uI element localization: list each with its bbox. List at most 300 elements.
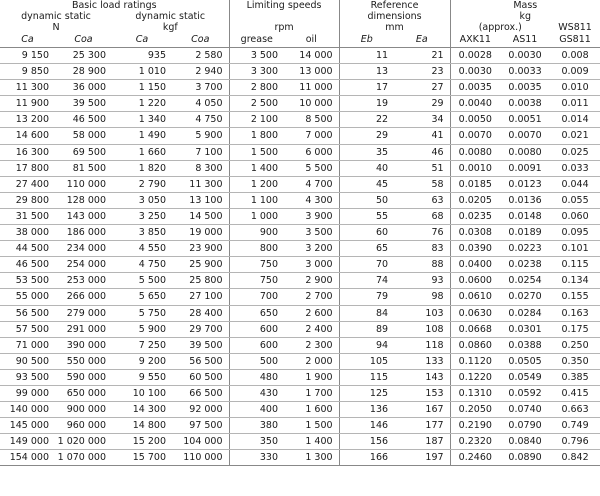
cell-mass-axk11: 0.2190 <box>450 418 500 434</box>
cell-mass-as11: 0.0238 <box>500 257 550 273</box>
cell-mass-ws811: 0.115 <box>550 257 600 273</box>
cell-speed-grease: 2 800 <box>229 80 284 96</box>
header-basic-load: Basic load ratings <box>71 0 157 11</box>
cell-ca-kgf: 1 340 <box>112 112 172 128</box>
cell-speed-oil: 3 500 <box>284 225 339 241</box>
cell-ca-kgf: 4 750 <box>112 257 172 273</box>
cell-ca-kgf: 1 010 <box>112 64 172 80</box>
cell-coa-n: 291 000 <box>55 321 112 337</box>
cell-ca-n: 71 000 <box>0 337 55 353</box>
cell-ca-n: 31 500 <box>0 208 55 224</box>
header-approx: (approx.) <box>450 22 550 33</box>
cell-coa-kgf: 19 000 <box>172 225 229 241</box>
cell-mass-axk11: 0.0030 <box>450 64 500 80</box>
cell-coa-kgf: 4 750 <box>172 112 229 128</box>
cell-speed-oil: 1 300 <box>284 450 339 466</box>
cell-coa-kgf: 2 940 <box>172 64 229 80</box>
cell-dim-ea: 108 <box>394 321 450 337</box>
cell-mass-ws811: 0.175 <box>550 321 600 337</box>
header-oil: oil <box>284 33 339 48</box>
cell-coa-n: 186 000 <box>55 225 112 241</box>
table-row <box>0 257 600 273</box>
cell-speed-grease: 350 <box>229 434 284 450</box>
cell-dim-eb: 84 <box>339 305 394 321</box>
cell-ca-n: 55 000 <box>0 289 55 305</box>
cell-ca-n: 9 850 <box>0 64 55 80</box>
cell-dim-ea: 29 <box>394 96 450 112</box>
cell-mass-as11: 0.0223 <box>500 241 550 257</box>
header-dimensions: dimensions <box>339 11 450 22</box>
cell-dim-eb: 45 <box>339 176 394 192</box>
cell-speed-grease: 380 <box>229 418 284 434</box>
header-unit-kg: kg <box>450 11 600 22</box>
cell-mass-axk11: 0.0610 <box>450 289 500 305</box>
cell-ca-n: 56 500 <box>0 305 55 321</box>
cell-dim-eb: 94 <box>339 337 394 353</box>
cell-coa-kgf: 14 500 <box>172 208 229 224</box>
cell-ca-n: 57 500 <box>0 321 55 337</box>
cell-coa-n: 254 000 <box>55 257 112 273</box>
cell-ca-kgf: 3 850 <box>112 225 172 241</box>
cell-ca-kgf: 14 800 <box>112 418 172 434</box>
cell-mass-ws811: 0.796 <box>550 434 600 450</box>
cell-mass-ws811: 0.134 <box>550 273 600 289</box>
cell-speed-grease: 700 <box>229 289 284 305</box>
cell-mass-ws811: 0.101 <box>550 241 600 257</box>
cell-mass-as11: 0.0740 <box>500 402 550 418</box>
cell-mass-ws811: 0.021 <box>550 128 600 144</box>
table-row <box>0 305 600 321</box>
cell-dim-eb: 105 <box>339 353 394 369</box>
cell-dim-eb: 115 <box>339 369 394 385</box>
cell-speed-oil: 13 000 <box>284 64 339 80</box>
table-row <box>0 321 600 337</box>
cell-coa-kgf: 56 500 <box>172 353 229 369</box>
cell-dim-ea: 23 <box>394 64 450 80</box>
cell-ca-kgf: 15 700 <box>112 450 172 466</box>
cell-ca-kgf: 1 150 <box>112 80 172 96</box>
cell-speed-oil: 5 500 <box>284 160 339 176</box>
cell-ca-n: 16 300 <box>0 144 55 160</box>
cell-dim-eb: 11 <box>339 48 394 64</box>
cell-mass-ws811: 0.350 <box>550 353 600 369</box>
cell-coa-n: 28 900 <box>55 64 112 80</box>
cell-mass-axk11: 0.0860 <box>450 337 500 353</box>
cell-mass-ws811: 0.250 <box>550 337 600 353</box>
cell-mass-axk11: 0.0400 <box>450 257 500 273</box>
table-row <box>0 353 600 369</box>
cell-ca-n: 38 000 <box>0 225 55 241</box>
cell-coa-kgf: 4 050 <box>172 96 229 112</box>
cell-coa-kgf: 23 900 <box>172 241 229 257</box>
cell-mass-axk11: 0.0050 <box>450 112 500 128</box>
cell-coa-n: 279 000 <box>55 305 112 321</box>
cell-mass-as11: 0.0790 <box>500 418 550 434</box>
cell-dim-ea: 27 <box>394 80 450 96</box>
header-mass: Mass <box>450 0 600 11</box>
cell-mass-axk11: 0.0630 <box>450 305 500 321</box>
cell-mass-as11: 0.0148 <box>500 208 550 224</box>
cell-speed-oil: 4 300 <box>284 192 339 208</box>
header-eb: Eb <box>339 33 394 48</box>
cell-ca-kgf: 14 300 <box>112 402 172 418</box>
cell-mass-as11: 0.0123 <box>500 176 550 192</box>
cell-speed-oil: 14 000 <box>284 48 339 64</box>
cell-speed-grease: 1 400 <box>229 160 284 176</box>
cell-dim-ea: 83 <box>394 241 450 257</box>
cell-speed-grease: 1 200 <box>229 176 284 192</box>
cell-dim-eb: 65 <box>339 241 394 257</box>
cell-dim-ea: 46 <box>394 144 450 160</box>
cell-coa-kgf: 27 100 <box>172 289 229 305</box>
table-row <box>0 385 600 401</box>
table-row <box>0 289 600 305</box>
table-row <box>0 192 600 208</box>
cell-mass-axk11: 0.0235 <box>450 208 500 224</box>
cell-coa-n: 234 000 <box>55 241 112 257</box>
cell-speed-grease: 3 500 <box>229 48 284 64</box>
cell-dim-eb: 13 <box>339 64 394 80</box>
cell-mass-as11: 0.0388 <box>500 337 550 353</box>
cell-ca-n: 14 600 <box>0 128 55 144</box>
cell-speed-oil: 3 900 <box>284 208 339 224</box>
cell-dim-eb: 70 <box>339 257 394 273</box>
table-row <box>0 273 600 289</box>
cell-coa-kgf: 8 300 <box>172 160 229 176</box>
cell-coa-n: 69 500 <box>55 144 112 160</box>
cell-mass-axk11: 0.0205 <box>450 192 500 208</box>
cell-speed-oil: 1 600 <box>284 402 339 418</box>
cell-speed-oil: 2 300 <box>284 337 339 353</box>
cell-coa-n: 39 500 <box>55 96 112 112</box>
cell-mass-ws811: 0.749 <box>550 418 600 434</box>
cell-ca-kgf: 5 650 <box>112 289 172 305</box>
cell-coa-kgf: 2 580 <box>172 48 229 64</box>
cell-mass-ws811: 0.385 <box>550 369 600 385</box>
cell-speed-oil: 11 000 <box>284 80 339 96</box>
cell-speed-grease: 330 <box>229 450 284 466</box>
cell-dim-eb: 29 <box>339 128 394 144</box>
header-blank-speed <box>229 11 339 22</box>
cell-dim-eb: 55 <box>339 208 394 224</box>
cell-dim-eb: 89 <box>339 321 394 337</box>
cell-mass-as11: 0.0254 <box>500 273 550 289</box>
cell-dim-ea: 103 <box>394 305 450 321</box>
cell-coa-n: 128 000 <box>55 192 112 208</box>
cell-ca-kgf: 2 790 <box>112 176 172 192</box>
cell-coa-n: 46 500 <box>55 112 112 128</box>
cell-mass-ws811: 0.044 <box>550 176 600 192</box>
header-ca-kgf: Ca <box>112 33 172 48</box>
cell-ca-kgf: 3 250 <box>112 208 172 224</box>
cell-dim-ea: 58 <box>394 176 450 192</box>
cell-speed-oil: 1 900 <box>284 369 339 385</box>
cell-dim-eb: 35 <box>339 144 394 160</box>
cell-mass-as11: 0.0035 <box>500 80 550 96</box>
header-coa-kgf: Coa <box>172 33 229 48</box>
cell-dim-ea: 118 <box>394 337 450 353</box>
cell-dim-eb: 156 <box>339 434 394 450</box>
cell-speed-oil: 2 900 <box>284 273 339 289</box>
cell-ca-kgf: 1 490 <box>112 128 172 144</box>
header-unit-n: N <box>52 22 60 33</box>
cell-mass-axk11: 0.0080 <box>450 144 500 160</box>
cell-mass-ws811: 0.014 <box>550 112 600 128</box>
cell-mass-as11: 0.0136 <box>500 192 550 208</box>
cell-ca-n: 154 000 <box>0 450 55 466</box>
cell-ca-n: 149 000 <box>0 434 55 450</box>
cell-coa-n: 253 000 <box>55 273 112 289</box>
cell-ca-n: 11 900 <box>0 96 55 112</box>
cell-mass-axk11: 0.1310 <box>450 385 500 401</box>
cell-speed-oil: 4 700 <box>284 176 339 192</box>
cell-ca-kgf: 5 900 <box>112 321 172 337</box>
table-row <box>0 402 600 418</box>
cell-speed-oil: 7 000 <box>284 128 339 144</box>
cell-mass-as11: 0.0091 <box>500 160 550 176</box>
cell-mass-ws811: 0.025 <box>550 144 600 160</box>
table-row <box>0 96 600 112</box>
header-coa: Coa <box>55 33 112 48</box>
cell-ca-kgf: 15 200 <box>112 434 172 450</box>
cell-coa-kgf: 97 500 <box>172 418 229 434</box>
cell-speed-grease: 3 300 <box>229 64 284 80</box>
cell-dim-ea: 93 <box>394 273 450 289</box>
cell-speed-oil: 2 400 <box>284 321 339 337</box>
cell-mass-axk11: 0.0600 <box>450 273 500 289</box>
cell-dim-ea: 98 <box>394 289 450 305</box>
cell-coa-kgf: 5 900 <box>172 128 229 144</box>
cell-ca-kgf: 4 550 <box>112 241 172 257</box>
cell-mass-axk11: 0.0040 <box>450 96 500 112</box>
cell-mass-axk11: 0.2460 <box>450 450 500 466</box>
cell-speed-grease: 500 <box>229 353 284 369</box>
cell-mass-ws811: 0.011 <box>550 96 600 112</box>
cell-speed-grease: 650 <box>229 305 284 321</box>
table-row <box>0 144 600 160</box>
table-row <box>0 80 600 96</box>
cell-mass-ws811: 0.055 <box>550 192 600 208</box>
cell-mass-axk11: 0.1220 <box>450 369 500 385</box>
cell-mass-as11: 0.0840 <box>500 434 550 450</box>
cell-ca-kgf: 1 820 <box>112 160 172 176</box>
cell-speed-grease: 750 <box>229 257 284 273</box>
cell-dim-eb: 19 <box>339 96 394 112</box>
table-row <box>0 64 600 80</box>
cell-dim-eb: 17 <box>339 80 394 96</box>
cell-mass-as11: 0.0270 <box>500 289 550 305</box>
cell-dim-ea: 76 <box>394 225 450 241</box>
cell-mass-ws811: 0.010 <box>550 80 600 96</box>
cell-ca-kgf: 1 220 <box>112 96 172 112</box>
cell-coa-kgf: 29 700 <box>172 321 229 337</box>
cell-ca-kgf: 9 550 <box>112 369 172 385</box>
cell-coa-kgf: 92 000 <box>172 402 229 418</box>
cell-mass-ws811: 0.415 <box>550 385 600 401</box>
cell-coa-n: 1 020 000 <box>55 434 112 450</box>
cell-speed-grease: 1 800 <box>229 128 284 144</box>
cell-mass-axk11: 0.2050 <box>450 402 500 418</box>
cell-mass-as11: 0.0505 <box>500 353 550 369</box>
cell-coa-kgf: 25 900 <box>172 257 229 273</box>
cell-dim-eb: 60 <box>339 225 394 241</box>
cell-mass-axk11: 0.2320 <box>450 434 500 450</box>
cell-mass-as11: 0.0284 <box>500 305 550 321</box>
cell-coa-n: 25 300 <box>55 48 112 64</box>
table-body <box>0 48 600 466</box>
cell-mass-as11: 0.0070 <box>500 128 550 144</box>
cell-coa-kgf: 7 100 <box>172 144 229 160</box>
cell-mass-ws811: 0.009 <box>550 64 600 80</box>
header-axk11: AXK11 <box>450 33 500 48</box>
header-ws811: WS811 <box>558 22 592 33</box>
cell-speed-grease: 1 100 <box>229 192 284 208</box>
cell-mass-axk11: 0.0010 <box>450 160 500 176</box>
cell-mass-as11: 0.0033 <box>500 64 550 80</box>
cell-coa-n: 590 000 <box>55 369 112 385</box>
cell-mass-as11: 0.0592 <box>500 385 550 401</box>
cell-mass-as11: 0.0030 <box>500 48 550 64</box>
table-row <box>0 160 600 176</box>
cell-mass-as11: 0.0080 <box>500 144 550 160</box>
table-header <box>0 0 600 48</box>
cell-dim-eb: 40 <box>339 160 394 176</box>
cell-mass-axk11: 0.0308 <box>450 225 500 241</box>
cell-dim-eb: 50 <box>339 192 394 208</box>
cell-dim-eb: 146 <box>339 418 394 434</box>
cell-dim-ea: 21 <box>394 48 450 64</box>
cell-dim-ea: 63 <box>394 192 450 208</box>
cell-speed-grease: 800 <box>229 241 284 257</box>
cell-dim-eb: 79 <box>339 289 394 305</box>
cell-dim-ea: 133 <box>394 353 450 369</box>
cell-coa-n: 1 070 000 <box>55 450 112 466</box>
cell-mass-ws811: 0.155 <box>550 289 600 305</box>
cell-ca-kgf: 5 500 <box>112 273 172 289</box>
cell-ca-kgf: 3 050 <box>112 192 172 208</box>
cell-dim-eb: 166 <box>339 450 394 466</box>
table-row <box>0 369 600 385</box>
header-unit-mm: mm <box>339 22 450 33</box>
cell-ca-n: 53 500 <box>0 273 55 289</box>
cell-ca-kgf: 935 <box>112 48 172 64</box>
cell-mass-ws811: 0.663 <box>550 402 600 418</box>
table-row <box>0 241 600 257</box>
table-row <box>0 112 600 128</box>
cell-coa-kgf: 13 100 <box>172 192 229 208</box>
cell-speed-grease: 2 500 <box>229 96 284 112</box>
cell-dim-ea: 41 <box>394 128 450 144</box>
cell-speed-grease: 1 500 <box>229 144 284 160</box>
cell-dim-eb: 136 <box>339 402 394 418</box>
header-grease: grease <box>229 33 284 48</box>
cell-speed-grease: 2 100 <box>229 112 284 128</box>
cell-dim-eb: 125 <box>339 385 394 401</box>
cell-speed-grease: 600 <box>229 337 284 353</box>
cell-speed-oil: 3 200 <box>284 241 339 257</box>
cell-mass-as11: 0.0549 <box>500 369 550 385</box>
table-row <box>0 48 600 64</box>
cell-speed-oil: 2 600 <box>284 305 339 321</box>
cell-ca-n: 99 000 <box>0 385 55 401</box>
cell-speed-grease: 750 <box>229 273 284 289</box>
cell-mass-axk11: 0.0185 <box>450 176 500 192</box>
cell-mass-ws811: 0.095 <box>550 225 600 241</box>
cell-ca-n: 9 150 <box>0 48 55 64</box>
cell-coa-n: 81 500 <box>55 160 112 176</box>
cell-mass-axk11: 0.1120 <box>450 353 500 369</box>
cell-coa-kgf: 3 700 <box>172 80 229 96</box>
table-row <box>0 176 600 192</box>
cell-speed-oil: 2 700 <box>284 289 339 305</box>
cell-dim-ea: 34 <box>394 112 450 128</box>
header-dyn-static-kgf: dynamic static <box>135 11 206 22</box>
cell-coa-n: 110 000 <box>55 176 112 192</box>
cell-speed-grease: 600 <box>229 321 284 337</box>
cell-mass-axk11: 0.0668 <box>450 321 500 337</box>
cell-dim-ea: 167 <box>394 402 450 418</box>
cell-speed-oil: 2 000 <box>284 353 339 369</box>
cell-mass-ws811: 0.008 <box>550 48 600 64</box>
cell-ca-n: 93 500 <box>0 369 55 385</box>
cell-speed-oil: 10 000 <box>284 96 339 112</box>
cell-mass-as11: 0.0189 <box>500 225 550 241</box>
table-row <box>0 418 600 434</box>
cell-mass-ws811: 0.842 <box>550 450 600 466</box>
cell-dim-eb: 74 <box>339 273 394 289</box>
cell-coa-kgf: 39 500 <box>172 337 229 353</box>
cell-ca-kgf: 10 100 <box>112 385 172 401</box>
cell-speed-oil: 8 500 <box>284 112 339 128</box>
header-as11: AS11 <box>500 33 550 48</box>
cell-dim-ea: 88 <box>394 257 450 273</box>
cell-ca-n: 13 200 <box>0 112 55 128</box>
cell-ca-n: 27 400 <box>0 176 55 192</box>
cell-coa-kgf: 110 000 <box>172 450 229 466</box>
cell-dim-ea: 197 <box>394 450 450 466</box>
cell-dim-ea: 177 <box>394 418 450 434</box>
cell-mass-axk11: 0.0390 <box>450 241 500 257</box>
cell-ca-n: 145 000 <box>0 418 55 434</box>
cell-coa-kgf: 25 800 <box>172 273 229 289</box>
cell-ca-kgf: 5 750 <box>112 305 172 321</box>
table-row <box>0 434 600 450</box>
cell-ca-n: 29 800 <box>0 192 55 208</box>
cell-mass-as11: 0.0301 <box>500 321 550 337</box>
cell-dim-ea: 68 <box>394 208 450 224</box>
cell-coa-kgf: 28 400 <box>172 305 229 321</box>
table-row <box>0 337 600 353</box>
header-dyn-static-n: dynamic static <box>21 11 91 22</box>
cell-dim-ea: 187 <box>394 434 450 450</box>
cell-mass-axk11: 0.0028 <box>450 48 500 64</box>
table-row <box>0 450 600 466</box>
cell-ca-kgf: 9 200 <box>112 353 172 369</box>
cell-ca-n: 90 500 <box>0 353 55 369</box>
cell-mass-ws811: 0.060 <box>550 208 600 224</box>
cell-dim-ea: 51 <box>394 160 450 176</box>
cell-coa-kgf: 60 500 <box>172 369 229 385</box>
header-ca: Ca <box>0 33 55 48</box>
cell-coa-kgf: 66 500 <box>172 385 229 401</box>
cell-speed-grease: 480 <box>229 369 284 385</box>
cell-speed-grease: 900 <box>229 225 284 241</box>
cell-coa-n: 900 000 <box>55 402 112 418</box>
cell-speed-grease: 430 <box>229 385 284 401</box>
cell-speed-oil: 3 000 <box>284 257 339 273</box>
cell-coa-kgf: 11 300 <box>172 176 229 192</box>
cell-coa-n: 550 000 <box>55 353 112 369</box>
